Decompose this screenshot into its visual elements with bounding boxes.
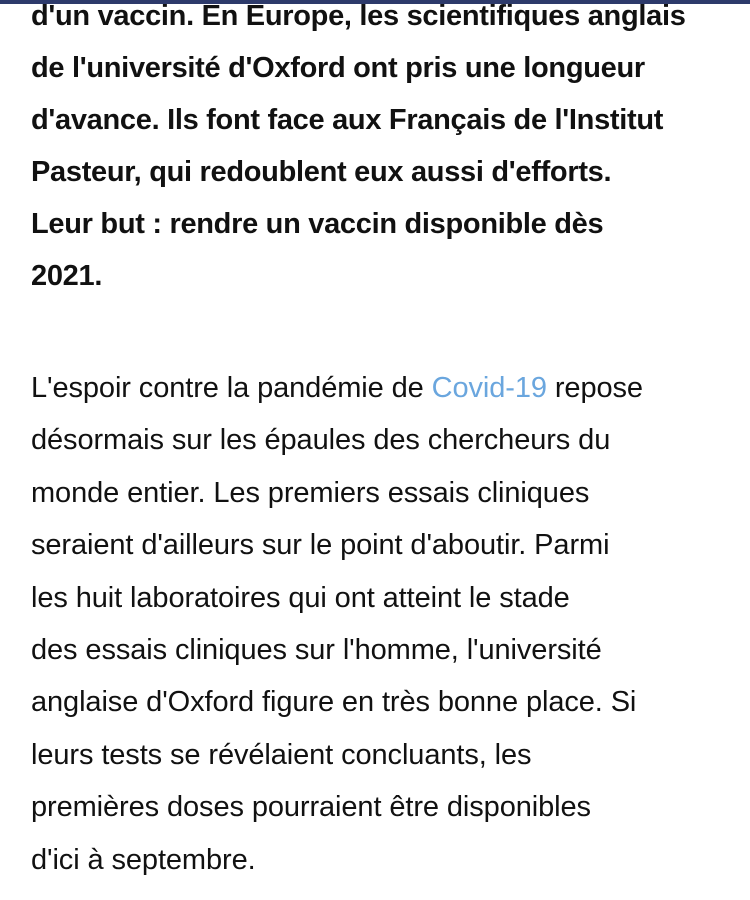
body-line [31,362,643,414]
body-line: des essais cliniques sur l'homme, l'université [31,634,602,667]
article-lead-paragraph [31,0,731,302]
body-line: d'ici à septembre. [31,843,256,876]
body-line: seraient d'ailleurs sur le point d'aboutir. Parmi [31,529,610,562]
body-line: monde entier. Les premiers essais cliniques [31,476,590,509]
article-content [31,0,731,876]
lead-line: de l'université d'Oxford ont pris une longueur [31,52,645,84]
article-body-paragraph [31,362,643,886]
lead-line: d'un vaccin. En Europe, les scientifiques anglais [31,0,686,32]
body-text-segment: L'espoir contre la pandémie de [31,372,432,404]
body-text-segment: repose [546,372,643,404]
body-line: anglaise d'Oxford figure en très bonne place. Si [31,686,637,719]
covid-19-link[interactable]: Covid-19 [431,372,547,404]
body-line: les huit laboratoires qui ont atteint le stade [31,581,570,614]
body-line: désormais sur les épaules des chercheurs du [31,424,611,457]
lead-line: Pasteur, qui redoublent eux aussi d'efforts. [31,156,612,188]
lead-line: 2021. [31,260,103,292]
body-line: leurs tests se révélaient concluants, les [31,738,532,771]
lead-line: Leur but : rendre un vaccin disponible dès [31,208,604,240]
body-line: premières doses pourraient être disponibles [31,791,591,824]
lead-line: d'avance. Ils font face aux Français de l'Institut [31,104,664,136]
